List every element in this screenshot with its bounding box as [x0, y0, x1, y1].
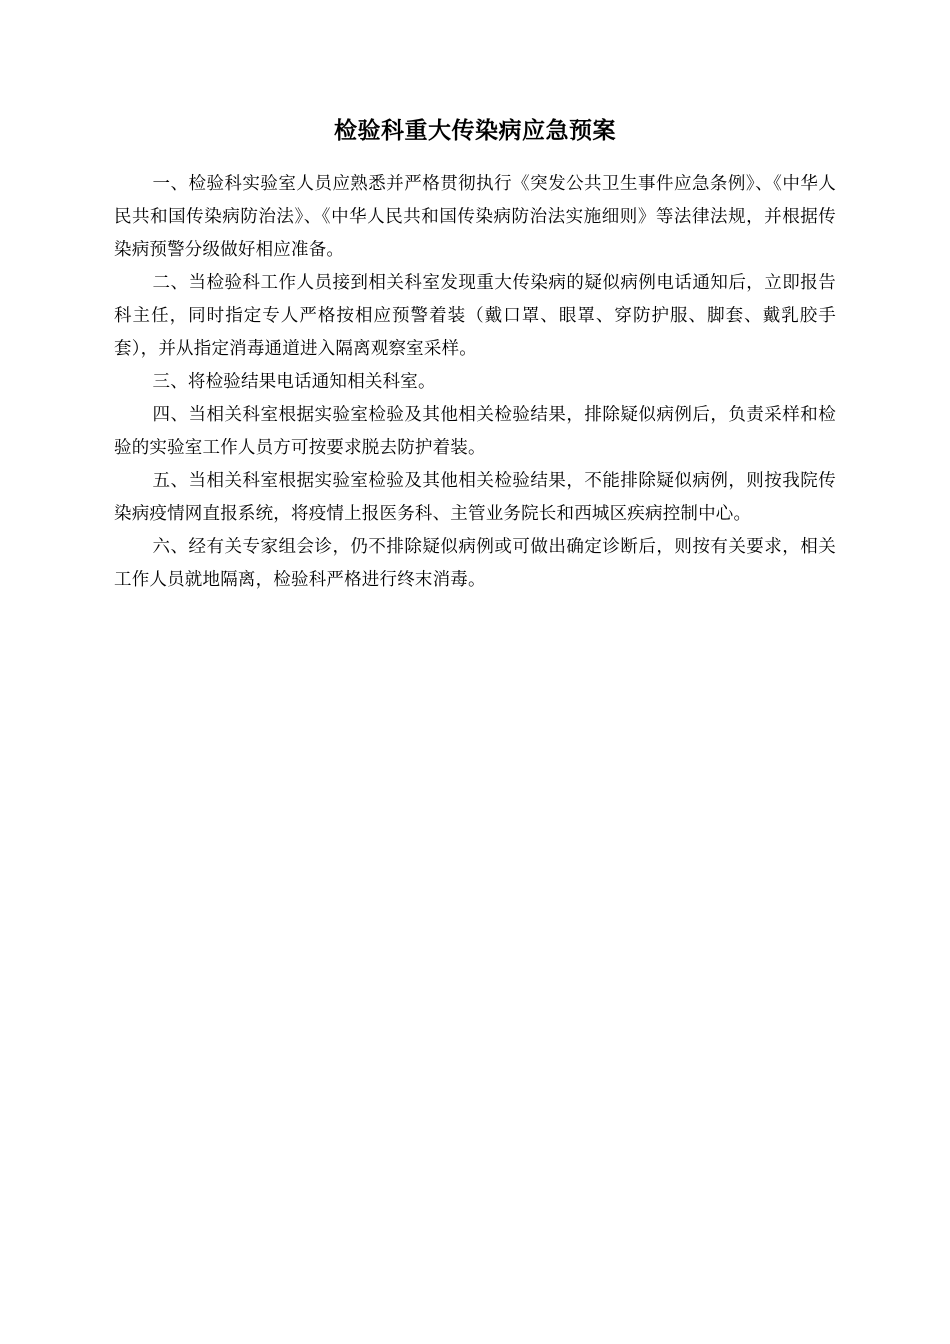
- paragraph-3: 三、将检验结果电话通知相关科室。: [152, 372, 436, 392]
- paragraph-6: 六、经有关专家组会诊，仍不排除疑似病例或可做出确定诊断后，则按有关要求，相关工作人员就地隔离，检验科严格进行终末消毒。: [114, 537, 836, 590]
- paragraph-4: 四、当相关科室根据实验室检验及其他相关检验结果，排除疑似病例后，负责采样和检验的实验室工作人员方可按要求脱去防护着装。: [114, 405, 836, 458]
- paragraph-5: 五、当相关科室根据实验室检验及其他相关检验结果，不能排除疑似病例，则按我院传染病疫情网直报系统，将疫情上报医务科、主管业务院长和西城区疾病控制中心。: [114, 471, 836, 524]
- paragraph-1: 一、检验科实验室人员应熟悉并严格贯彻执行《突发公共卫生事件应急条例》、《中华人民共和国传染病防治法》、《中华人民共和国传染病防治法实施细则》等法律法规，并根据传染病预警分级做好相应准备。: [114, 174, 836, 260]
- document-body: [114, 168, 836, 597]
- document-title: 检验科重大传染病应急预案: [334, 118, 616, 144]
- paragraph-2: 二、当检验科工作人员接到相关科室发现重大传染病的疑似病例电话通知后，立即报告科主任，同时指定专人严格按相应预警着装（戴口罩、眼罩、穿防护服、脚套、戴乳胶手套），并从指定消毒通道进入隔离观察室采样。: [114, 273, 836, 359]
